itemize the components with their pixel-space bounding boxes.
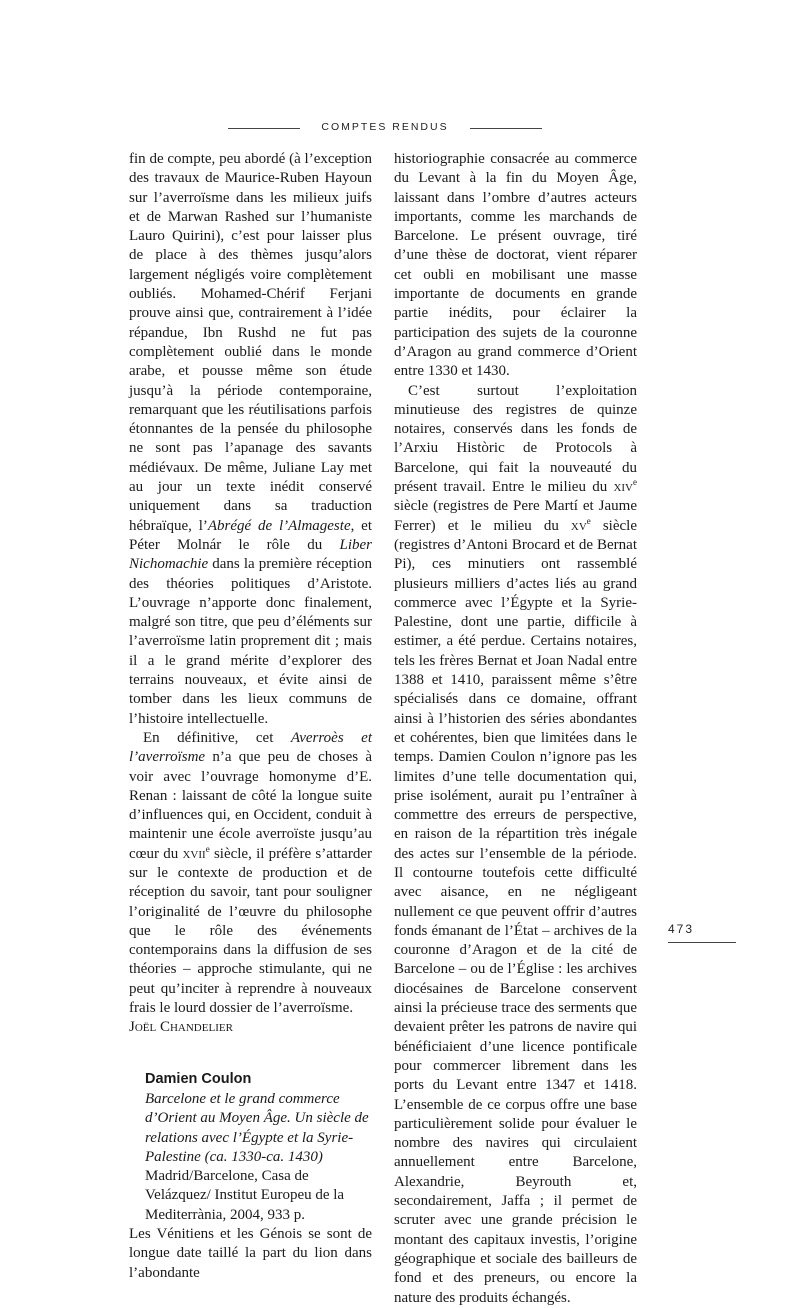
right-column [394,150,637,1308]
review-book-title: Barcelone et le grand commerce d’Orient au Moyen Âge. Un siècle de relations avec l’Égypte et la Syrie-Palestine (ca. 1330-ca. 1430) [145,1090,369,1165]
paragraph: En définitive, cet Averroès et l’averroïsme n’a que peu de choses à voir avec l’ouvrage homonyme d’E. Renan : laissant de côté la longue suite d’influences qui, en Occident, conduit à maintenir une école averroïste jusqu’au cœur du xvii$^e$ siècle, il préfère s’attarder sur le contexte de production et de réception du savoir, tant pour souligner l’originalité de l’œuvre du philosophe que le rôle des événements contemporains dans la diffusion de ses théories – approche stimulante, qui ne peut qu’inciter à reprendre à nouveaux frais le lourd dossier de l’averroïsme. [129,729,372,1017]
section-title: COMPTES RENDUS [321,121,449,133]
paragraph: Les Vénitiens et les Génois se sont de longue date taillé la part du lion dans l’abondante [129,1226,372,1281]
review-publication-info: Madrid/Barcelone, Casa de Velázquez/ Institut Europeu de la Mediterrània, 2004, 933 p. [145,1168,345,1223]
page-number: 473 [668,922,736,936]
paragraph: C’est surtout l’exploitation minutieuse des registres de quinze notaires, conservés dans les fonds de l’Arxiu Històric de Protocols à Barcelone, qui fait la nouveauté du présent travail. Entre le milieu du xiv$^e$ siècle (registres de Pere Martí et Jaume Ferrer) et le milieu du $xv^e$ siècle (registres d’Antoni Brocard et de Bernat Pi), ces minutiers ont rassemblé plusieurs milliers d’actes liés au grand commerce avec l’Égypte et la Syrie-Palestine, dont une partie, difficile à estimer, a été perdue. Certains notaires, tels les frères Bernat et Joan Nadal entre 1388 et 1410, paraissent même s’être spécialisés dans ce domaine, offrant ainsi à l’historien des séries abondantes et cohérentes, bien que limitées dans le temps. Damien Coulon n’ignore pas les limites d’une telle documentation qui, prise isolément, aurait pu l’entraîner à commettre des erreurs de perspective, en raison de la répartition très inégale des actes sur l’ensemble de la période. Il contourne toutefois cette difficulté avec aisance, en ne négligeant nullement ce que peuvent offrir d’autres fonds émanant de l’État – archives de la couronne d’Aragon et de la cité de Barcelone – ou de l’Église : les archives diocésaines de Barcelone conservent ainsi la précieuse trace des serments que devaient prêter les patrons de navire qui bénéficiaient d’une licence pontificale pour commercer librement dans les ports du Levant entre 1347 et 1418. L’ensemble de ce corpus offre une base particulièrement solide pour évaluer le nombre des navires qui circulaient annuellement entre Barcelone, Alexandrie, Beyrouth et, secondairement, Jaffa ; il permet de scruter avec une grande précision le montant des capitaux investis, l’origine géographique et sociale des bailleurs de fond et des preneurs, ou encore la nature des produits échangés. [394,382,637,1306]
header-rule-left [228,128,300,129]
running-header [0,121,800,135]
paragraph: fin de compte, peu abordé (à l’exception des travaux de Maurice-Ruben Hayoun sur l’averroïsme dans les milieux juifs et de Marwan Rashed sur l’humaniste Lauro Quirini), c’est pour laisser plus de place à des thèmes jusqu’alors largement négligés voire complètement oubliés. Mohamed-Chérif Ferjani prouve ainsi que, contrairement à l’idée répandue, Ibn Rushd ne fut pas complètement oublié dans le monde arabe, et pousse même son étude jusqu’à la période contemporaine, remarquant que les réutilisations parfois étonnantes de la pensée du philosophe ne sont pas l’apanage des savants médiévaux. De même, Juliane Lay met au jour un texte inédit conservé uniquement dans sa traduction hébraïque, l’Abrégé de l’Almageste, et Péter Molnár le rôle du Liber Nichomachie dans la première réception des théories politiques d’Aristote. L’ouvrage n’apporte donc finalement, malgré son titre, que peu d’éléments sur l’averroïsme latin proprement dit ; mais il a le grand mérite d’explorer des terrains nouveaux, et évite ainsi de tomber dans les lieux communs de l’histoire intellectuelle. [129,151,372,727]
review-author: Damien Coulon [145,1070,252,1087]
left-column [129,150,372,1283]
paragraph: historiographie consacrée au commerce du Levant à la fin du Moyen Âge, laissant dans l’ombre d’autres acteurs importants, comme les marchands de Barcelone. Le présent ouvrage, tiré d’une thèse de doctorat, vient réparer cet oubli en mobilisant une masse importante de documents en grande partie inédits, pour éclairer la participation des sujets de la couronne d’Aragon au grand commerce d’Orient entre 1330 et 1430. [394,151,637,380]
folio-rule [668,942,736,943]
header-rule-right [470,128,542,129]
review-signature: Joël Chandelier [129,1019,233,1036]
